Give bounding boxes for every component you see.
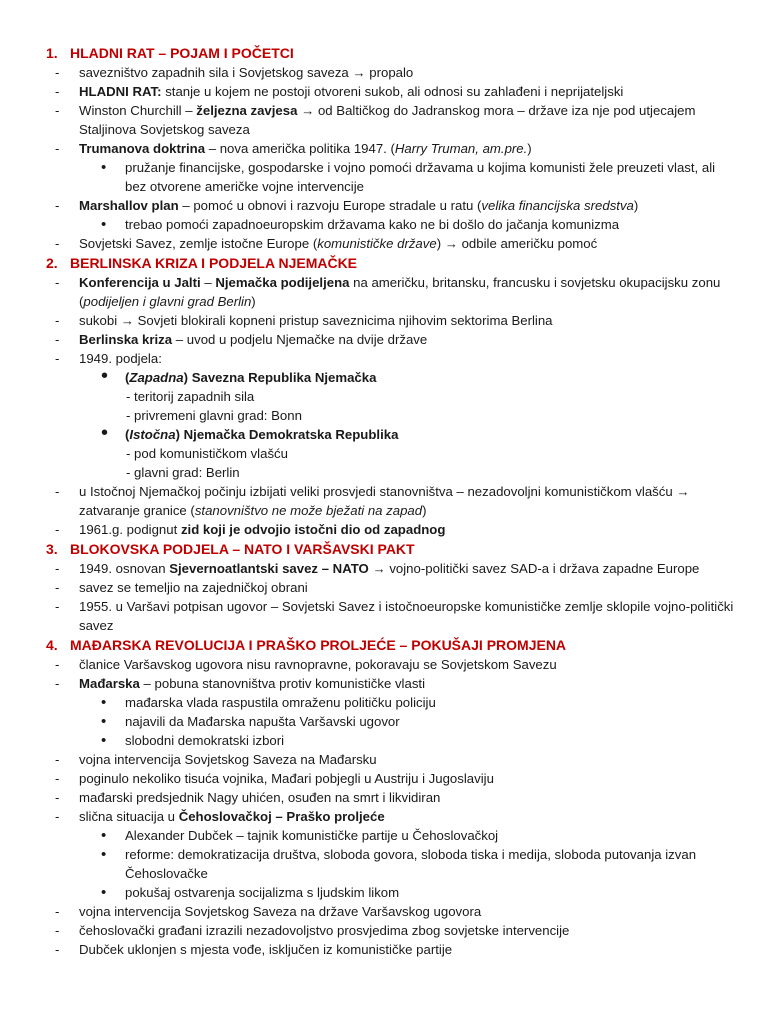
list-item: - mađarski predsjednik Nagy uhićen, osuđen na smrt i likvidiran bbox=[0, 788, 768, 807]
list-item: - savez se temeljio na zajedničkoj obrani bbox=[0, 578, 768, 597]
bullet-item: • Alexander Dubček – tajnik komunističke partije u Čehoslovačkoj bbox=[0, 826, 768, 845]
section-title: BERLINSKA KRIZA I PODJELA NJEMAČKE bbox=[70, 255, 358, 271]
bullet-item: • najavili da Mađarska napušta Varšavski ugovor bbox=[0, 712, 768, 731]
section-3-heading bbox=[0, 539, 768, 559]
sub-item: - teritorij zapadnih sila bbox=[126, 389, 255, 404]
bullet-item: • trebao pomoći zapadnoeuropskim državama kako ne bi došlo do jačanja komunizma bbox=[0, 215, 768, 234]
list-item: - savezništvo zapadnih sila i Sovjetskog saveza → propalo bbox=[0, 63, 768, 82]
list-item: - 1949. podjela: bbox=[0, 349, 768, 368]
list-item: - Konferencija u Jalti – Njemačka podijeljena na američku, britansku, francusku i sovjetsku okupacijsku zonu (podijeljen i glavni grad Berlin) bbox=[0, 273, 768, 311]
section-number: 4. bbox=[46, 637, 58, 653]
list-item: - 1949. osnovan Sjevernoatlantski savez – NATO → vojno-politički savez SAD-a i država zapadne Europe bbox=[0, 559, 768, 578]
sub-item: - glavni grad: Berlin bbox=[126, 465, 240, 480]
list-item: - HLADNI RAT: stanje u kojem ne postoji otvoreni sukob, ali odnosi su zahlađeni i neprijateljski bbox=[0, 82, 768, 101]
list-item: - sukobi → Sovjeti blokirali kopneni pristup saveznicima njihovim sektorima Berlina bbox=[0, 311, 768, 330]
list-item: - Sovjetski Savez, zemlje istočne Europe (komunističke države) → odbile američku pomoć bbox=[0, 234, 768, 253]
bullet-item: • pružanje financijske, gospodarske i vojno pomoći državama u kojima komunisti žele preuzeti vlast, ali bez otvorene američke vojne intervencije bbox=[0, 158, 768, 196]
bullet-item: • mađarska vlada raspustila omraženu političku policiju bbox=[0, 693, 768, 712]
section-number: 2. bbox=[46, 255, 58, 271]
section-2-heading bbox=[0, 253, 768, 273]
list-item: - vojna intervencija Sovjetskog Saveza na države Varšavskog ugovora bbox=[0, 902, 768, 921]
list-item: - 1955. u Varšavi potpisan ugovor – Sovjetski Savez i istočnoeuropske komunističke zemlje sklopile vojno-politički savez bbox=[0, 597, 768, 635]
list-item: - Mađarska – pobuna stanovništva protiv komunističke vlasti bbox=[0, 674, 768, 693]
list-item: - poginulo nekoliko tisuća vojnika, Mađari pobjegli u Austriju i Jugoslaviju bbox=[0, 769, 768, 788]
sub-item: - privremeni glavni grad: Bonn bbox=[126, 408, 302, 423]
section-title: MAĐARSKA REVOLUCIJA I PRAŠKO PROLJEĆE – POKUŠAJI PROMJENA bbox=[70, 637, 567, 653]
list-item: - čehoslovački građani izrazili nezadovoljstvo prosvjedima zbog sovjetske intervencije bbox=[0, 921, 768, 940]
list-item: - 1961.g. podignut zid koji je odvojio istočni dio od zapadnog bbox=[0, 520, 768, 539]
list-item: - Berlinska kriza – uvod u podjelu Njemačke na dvije države bbox=[0, 330, 768, 349]
bullet-item: • pokušaj ostvarenja socijalizma s ljudskim likom bbox=[0, 883, 768, 902]
list-item: - Trumanova doktrina – nova američka politika 1947. (Harry Truman, am.pre.) bbox=[0, 139, 768, 158]
bullet-item: • (Zapadna) Savezna Republika Njemačka bbox=[0, 368, 768, 387]
bullet-item: • reforme: demokratizacija društva, sloboda govora, sloboda tiska i medija, sloboda putovanja izvan Čehoslovačke bbox=[0, 845, 768, 883]
bullet-item: • (Istočna) Njemačka Demokratska Republika bbox=[0, 425, 768, 444]
section-title: BLOKOVSKA PODJELA – NATO I VARŠAVSKI PAKT bbox=[70, 541, 415, 557]
list-item: - slična situacija u Čehoslovačkoj – Praško proljeće bbox=[0, 807, 768, 826]
section-number: 1. bbox=[46, 45, 58, 61]
document-content bbox=[0, 43, 768, 959]
list-item: - vojna intervencija Sovjetskog Saveza na Mađarsku bbox=[0, 750, 768, 769]
bullet-item: • slobodni demokratski izbori bbox=[0, 731, 768, 750]
sub-item: - pod komunističkom vlašću bbox=[126, 446, 288, 461]
section-4-heading bbox=[0, 635, 768, 655]
list-item: - Marshallov plan – pomoć u obnovi i razvoju Europe stradale u ratu (velika financijska sredstva) bbox=[0, 196, 768, 215]
section-1-heading bbox=[0, 43, 768, 63]
section-title: HLADNI RAT – POJAM I POČETCI bbox=[70, 45, 294, 61]
list-item: - u Istočnoj Njemačkoj počinju izbijati veliki prosvjedi stanovništva – nezadovoljni komunističkom vlašću → zatvaranje granice (stanovništvo ne može bježati na zapad) bbox=[0, 482, 768, 520]
list-item: - Winston Churchill – željezna zavjesa → od Baltičkog do Jadranskog mora – države iza nje pod utjecajem Staljinova Sovjetskog saveza bbox=[0, 101, 768, 139]
list-item: - članice Varšavskog ugovora nisu ravnopravne, pokoravaju se Sovjetskom Savezu bbox=[0, 655, 768, 674]
list-item: - Dubček uklonjen s mjesta vođe, isključen iz komunističke partije bbox=[0, 940, 768, 959]
section-number: 3. bbox=[46, 541, 58, 557]
